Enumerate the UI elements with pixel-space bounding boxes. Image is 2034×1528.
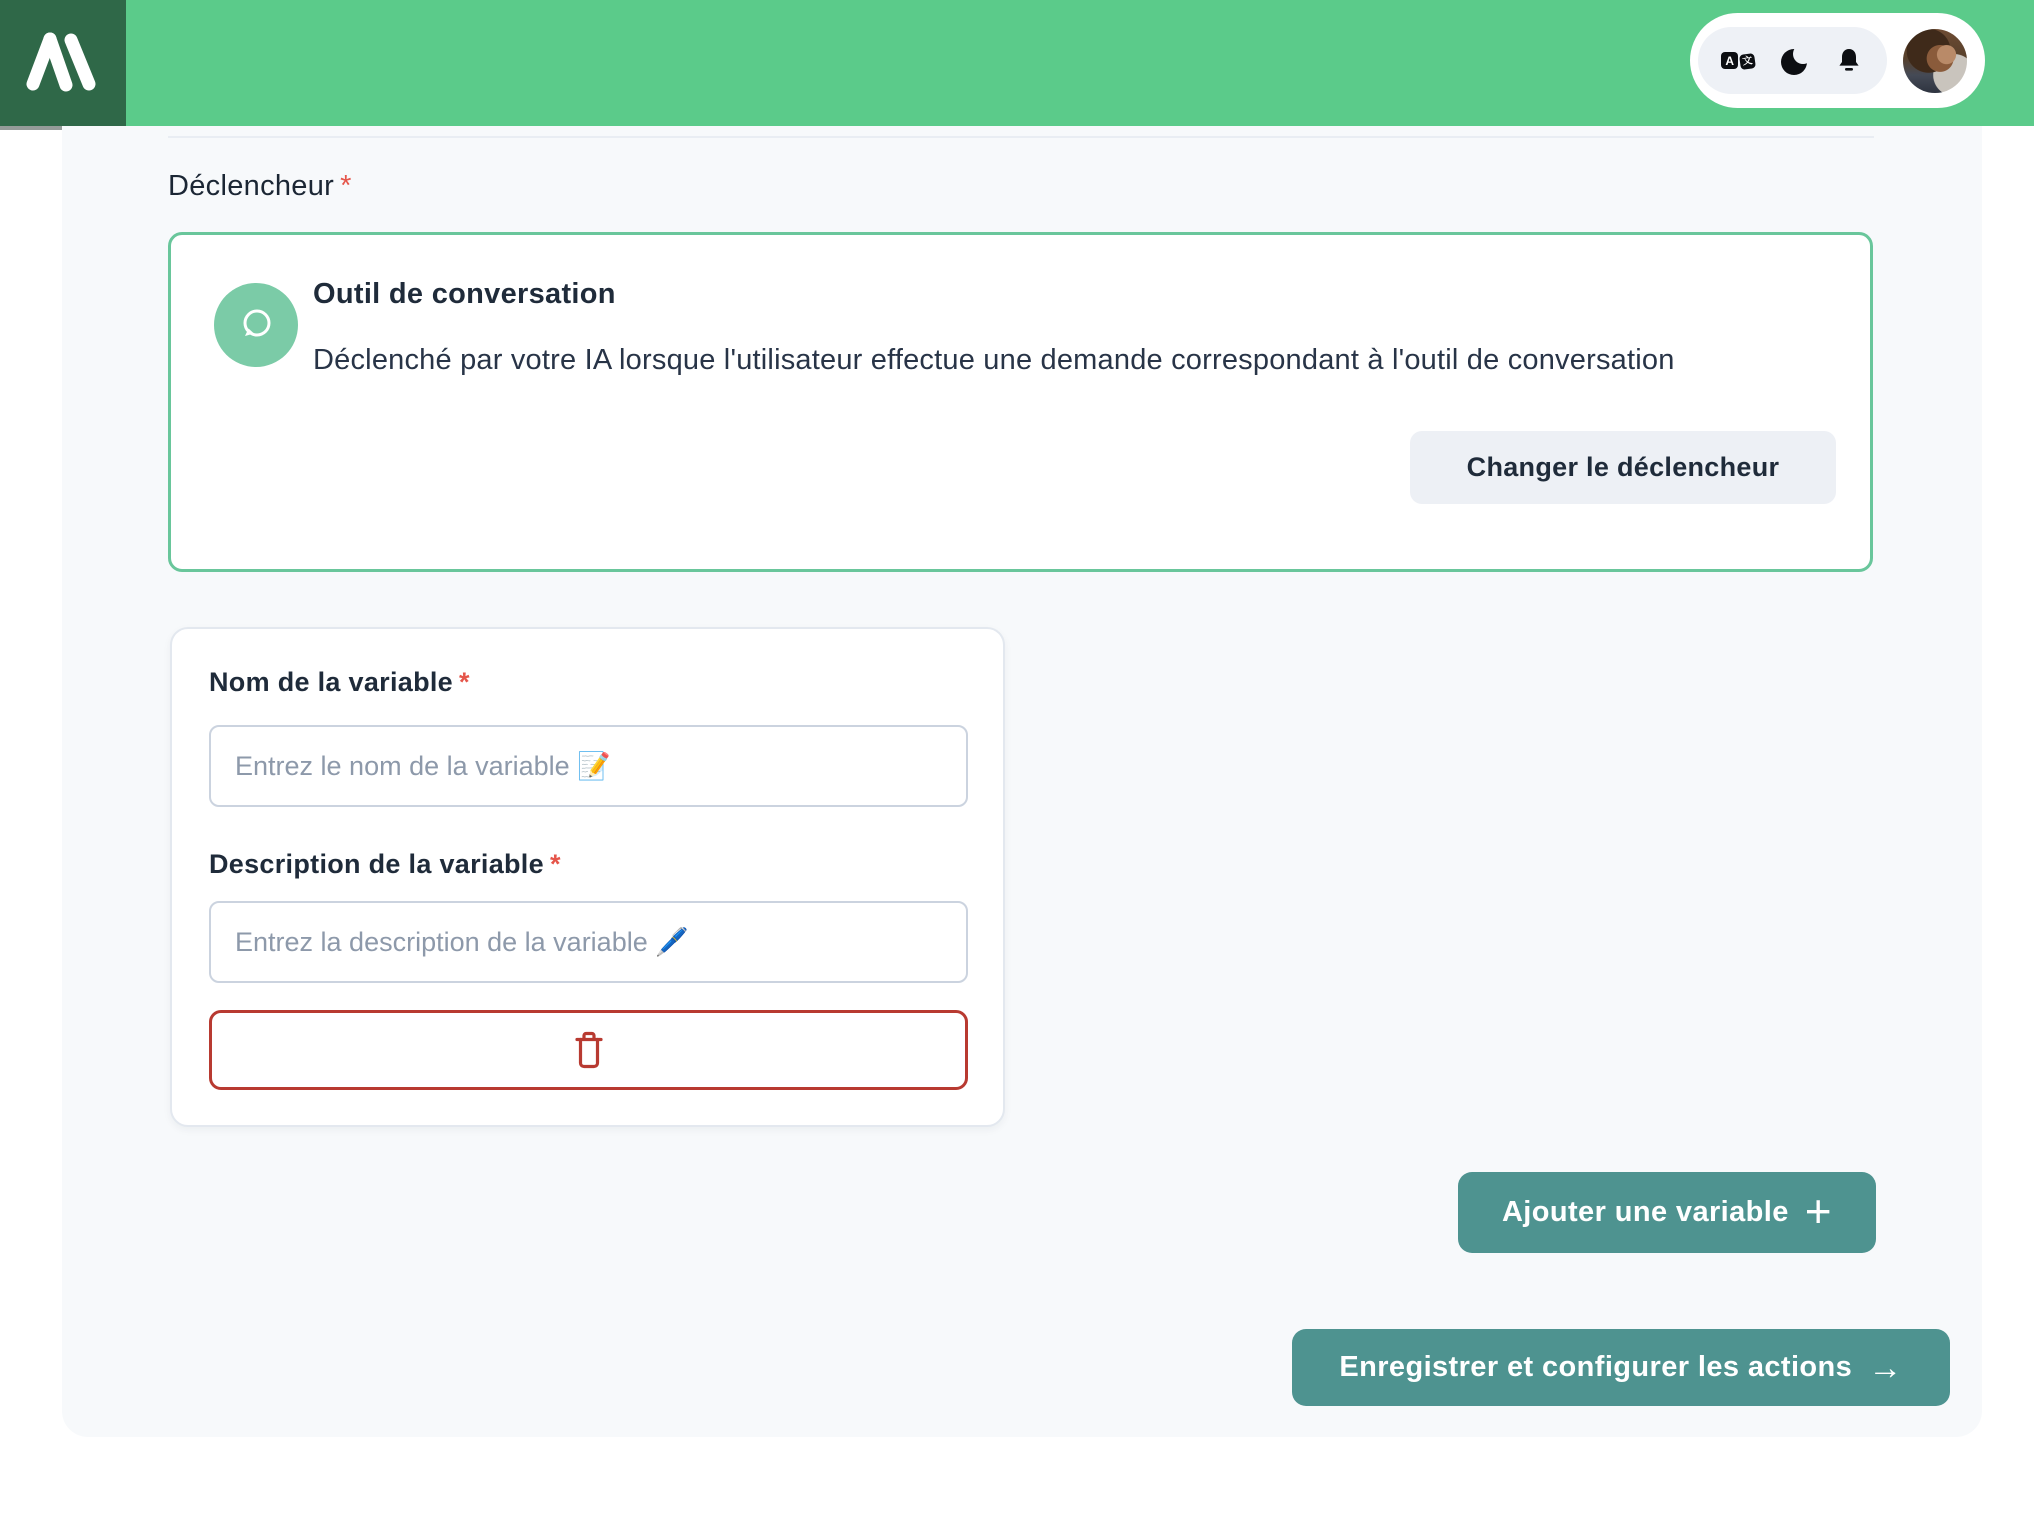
- trigger-card: [168, 232, 1873, 572]
- notifications-button[interactable]: [1834, 46, 1864, 76]
- add-variable-label: Ajouter une variable: [1501, 1196, 1789, 1228]
- translate-icon-cjk: 文: [1739, 53, 1756, 70]
- change-trigger-button[interactable]: Changer le déclencheur: [1410, 431, 1836, 504]
- brand-logo[interactable]: [0, 0, 126, 126]
- bell-icon: [1834, 46, 1864, 76]
- trigger-title: Outil de conversation: [313, 278, 616, 310]
- save-button-label: Enregistrer et configurer les actions: [1339, 1351, 1853, 1383]
- variable-description-required-marker: *: [549, 849, 561, 879]
- brand-logo-icon: [0, 0, 126, 126]
- topbar-actions: [1690, 13, 1985, 108]
- conversation-tool-badge: [214, 283, 298, 367]
- trigger-required-marker: *: [340, 170, 352, 202]
- content-panel: [62, 126, 1982, 1437]
- trigger-description: Déclenché par votre IA lorsque l'utilisateur effectue une demande correspondant à l'outil de conversation: [313, 344, 1675, 376]
- variable-card: [170, 627, 1005, 1127]
- variable-name-label: [209, 667, 470, 698]
- trigger-label: [168, 170, 352, 203]
- save-button[interactable]: Enregistrer et configurer les actions →: [1292, 1329, 1950, 1406]
- delete-variable-button[interactable]: [209, 1010, 968, 1090]
- user-avatar[interactable]: [1903, 29, 1967, 93]
- top-header: [0, 0, 2034, 126]
- chat-bubble-icon: [236, 305, 276, 345]
- section-divider: [168, 136, 1874, 138]
- translate-icon-latin: A: [1721, 52, 1738, 69]
- translate-icon: [1721, 52, 1755, 69]
- add-variable-button[interactable]: Ajouter une variable +: [1458, 1172, 1876, 1253]
- topbar-icon-group: [1698, 27, 1887, 94]
- variable-description-label-text: Description de la variable: [209, 849, 544, 879]
- trigger-label-text: Déclencheur: [168, 170, 335, 202]
- variable-description-label: [209, 849, 561, 880]
- language-button[interactable]: [1721, 52, 1755, 69]
- theme-toggle-button[interactable]: [1779, 45, 1811, 77]
- moon-icon: [1779, 45, 1811, 77]
- variable-name-label-text: Nom de la variable: [209, 667, 453, 697]
- variable-description-input[interactable]: [209, 901, 968, 983]
- trash-icon: [572, 1030, 606, 1070]
- variable-name-input[interactable]: [209, 725, 968, 807]
- variable-name-required-marker: *: [459, 667, 470, 697]
